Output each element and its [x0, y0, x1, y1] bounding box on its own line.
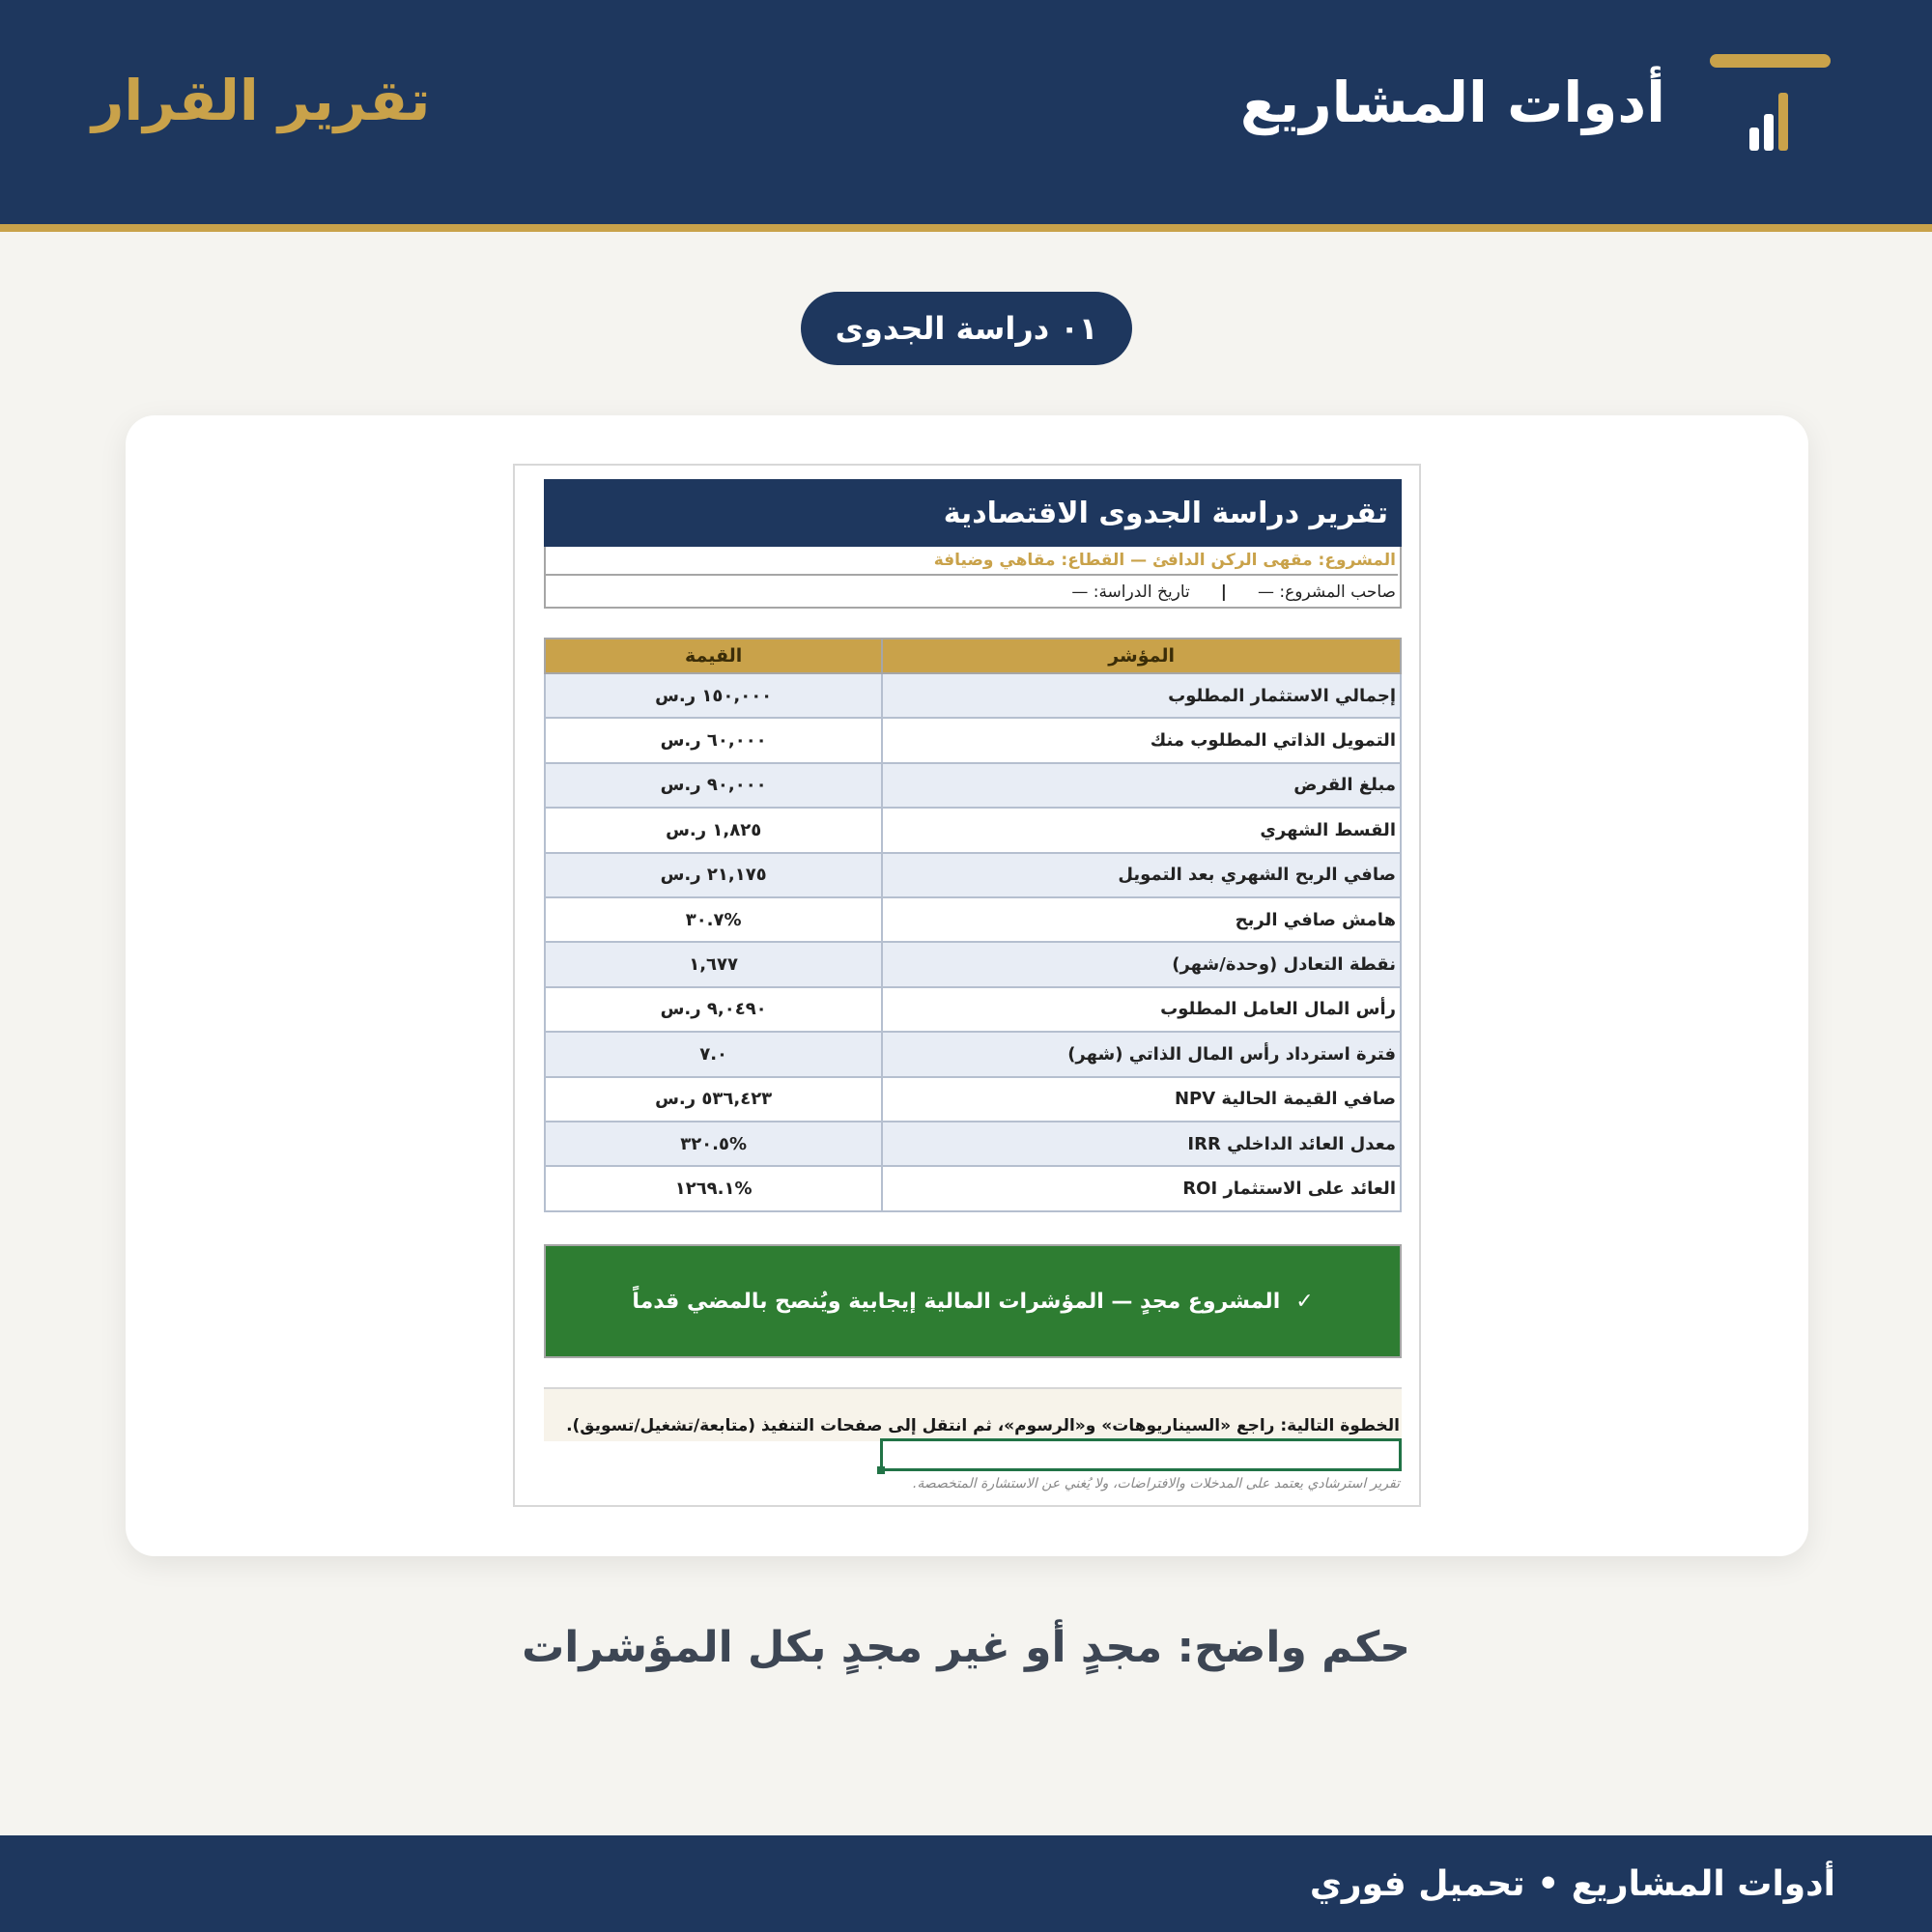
top-header — [0, 0, 1932, 232]
indicator-cell[interactable]: فترة استرداد رأس المال الذاتي (شهر) — [882, 1032, 1401, 1076]
next-step-note: الخطوة التالية: راجع «السيناريوهات» و«الرسوم»، ثم انتقل إلى صفحات التنفيذ (متابعة/تشغيل/تسويق). — [544, 1387, 1402, 1441]
indicator-cell[interactable]: صافي القيمة الحالية NPV — [882, 1077, 1401, 1122]
table-row — [545, 853, 1401, 897]
owner-date-line — [544, 578, 1398, 607]
caption: حكم واضح: مجدٍ أو غير مجدٍ بكل المؤشرات — [522, 1623, 1410, 1672]
brand-title: أدوات المشاريع — [1239, 70, 1665, 135]
value-cell[interactable]: ٢١,١٧٥ ر.س — [545, 853, 882, 897]
report-meta — [544, 547, 1402, 609]
indicator-cell[interactable]: القسط الشهري — [882, 808, 1401, 852]
value-cell[interactable]: ٩,٠٤٩٠ ر.س — [545, 987, 882, 1032]
indicator-cell[interactable]: التمويل الذاتي المطلوب منك — [882, 718, 1401, 762]
value-cell[interactable]: %١٢٦٩.١ — [545, 1166, 882, 1210]
table-row — [545, 897, 1401, 942]
project-line: المشروع: مقهى الركن الدافئ — القطاع: مقاهي وضيافة — [544, 547, 1398, 576]
value-cell[interactable]: %٣٠.٧ — [545, 897, 882, 942]
section-pill: ٠١ دراسة الجدوى — [801, 292, 1132, 365]
table-row — [545, 1077, 1401, 1122]
indicator-cell[interactable]: معدل العائد الداخلي IRR — [882, 1122, 1401, 1166]
value-cell[interactable]: ٥٣٦,٤٢٣ ر.س — [545, 1077, 882, 1122]
table-row — [545, 1032, 1401, 1076]
report-document — [513, 464, 1421, 1507]
header-value: القيمة — [545, 639, 882, 673]
selected-cell[interactable] — [880, 1438, 1402, 1471]
value-cell[interactable]: ١٥٠,٠٠٠ ر.س — [545, 673, 882, 718]
value-cell[interactable]: ١,٦٧٧ — [545, 942, 882, 986]
header-indicator: المؤشر — [882, 639, 1401, 673]
value-cell[interactable]: %٣٢٠.٥ — [545, 1122, 882, 1166]
page-title: تقرير القرار — [92, 68, 431, 133]
indicator-cell[interactable]: نقطة التعادل (وحدة/شهر) — [882, 942, 1401, 986]
value-cell[interactable]: ٧.٠ — [545, 1032, 882, 1076]
brand — [1240, 54, 1831, 151]
table-row — [545, 1166, 1401, 1210]
table-row — [545, 673, 1401, 718]
indicator-cell[interactable]: العائد على الاستثمار ROI — [882, 1166, 1401, 1210]
indicator-cell[interactable]: مبلغ القرض — [882, 763, 1401, 808]
table-row — [545, 808, 1401, 852]
report-title: تقرير دراسة الجدوى الاقتصادية — [544, 479, 1402, 547]
footer-text: أدوات المشاريع • تحميل فوري — [1309, 1864, 1835, 1904]
owner-label: صاحب المشروع: — — [1258, 582, 1396, 602]
verdict-banner — [544, 1244, 1402, 1358]
indicator-cell[interactable]: هامش صافي الربح — [882, 897, 1401, 942]
verdict-text: المشروع مجدٍ — المؤشرات المالية إيجابية ويُنصح بالمضي قدماً — [632, 1289, 1281, 1314]
indicator-cell[interactable]: إجمالي الاستثمار المطلوب — [882, 673, 1401, 718]
value-cell[interactable]: ١,٨٢٥ ر.س — [545, 808, 882, 852]
value-cell[interactable]: ٩٠,٠٠٠ ر.س — [545, 763, 882, 808]
table-row — [545, 718, 1401, 762]
meta-separator: | — [1220, 582, 1228, 602]
table-row — [545, 942, 1401, 986]
bar-chart-icon — [1710, 54, 1831, 151]
indicator-cell[interactable]: رأس المال العامل المطلوب — [882, 987, 1401, 1032]
value-cell[interactable]: ٦٠,٠٠٠ ر.س — [545, 718, 882, 762]
check-icon: ✓ — [1295, 1289, 1314, 1314]
table-row — [545, 1122, 1401, 1166]
footer-bar — [0, 1835, 1932, 1932]
table-row — [545, 763, 1401, 808]
indicator-cell[interactable]: صافي الربح الشهري بعد التمويل — [882, 853, 1401, 897]
disclaimer: تقرير استرشادي يعتمد على المدخلات والافتراضات، ولا يُغني عن الاستشارة المتخصصة. — [912, 1476, 1400, 1492]
date-label: تاريخ الدراسة: — — [1071, 582, 1190, 602]
table-row — [545, 987, 1401, 1032]
indicators-table — [544, 638, 1402, 1212]
